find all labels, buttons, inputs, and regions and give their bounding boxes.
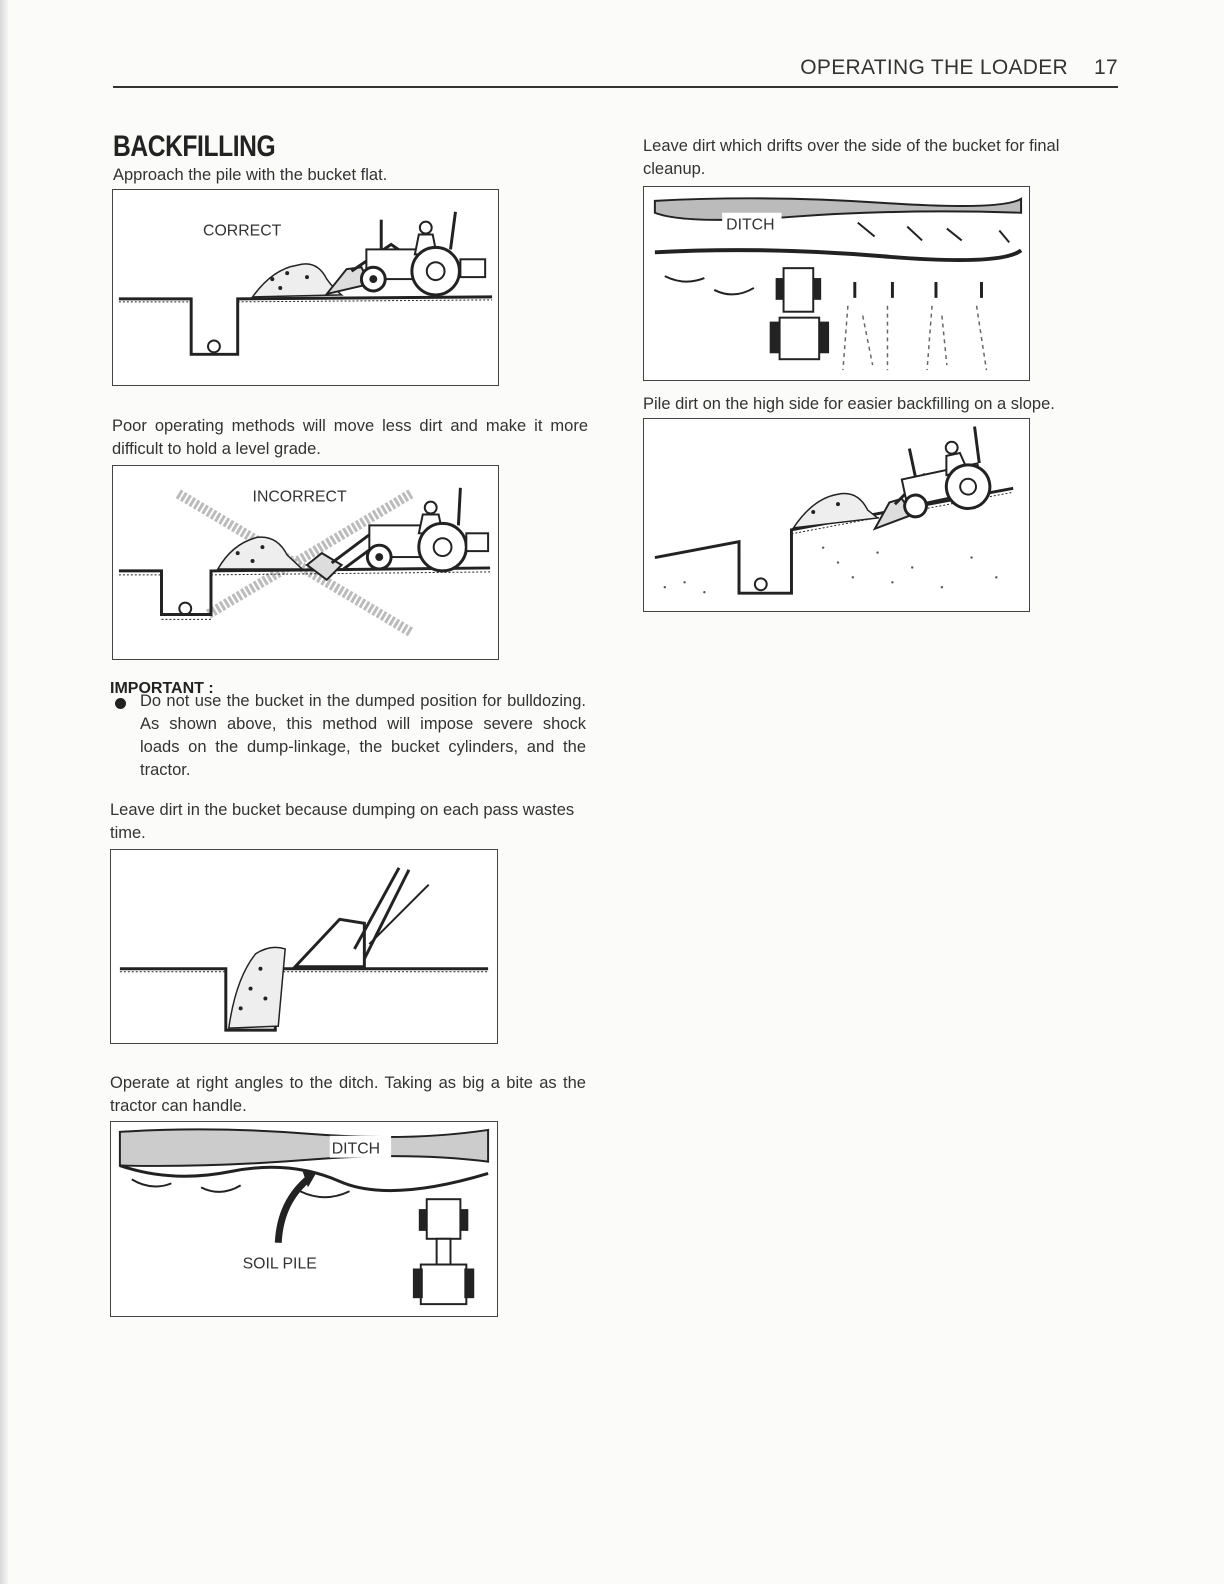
page-title: BACKFILLING	[113, 130, 276, 163]
figure-incorrect	[112, 465, 499, 660]
page-number: 17	[1094, 56, 1118, 79]
figure-correct	[112, 189, 499, 386]
figure-bucket	[110, 849, 498, 1044]
operate-text: Operate at right angles to the ditch. Taking as big a bite as the tractor can handle.	[110, 1074, 586, 1115]
figure-final-cleanup	[643, 186, 1030, 381]
figure-incorrect-label: INCORRECT	[252, 488, 347, 506]
header-rule	[113, 86, 1118, 88]
header-section-title: OPERATING THE LOADER	[800, 56, 1069, 79]
tractor-topview-icon	[413, 1199, 474, 1304]
figure-correct-label: CORRECT	[203, 222, 282, 240]
intro-text: Approach the pile with the bucket flat.	[113, 166, 388, 184]
important-bullet-text: Do not use the bucket in the dumped position for bulldozing. As shown above, this method will impose severe shock loads on the dump-linkage, the bucket cylinders, and the tractor.	[140, 692, 586, 779]
leave-dirt-text: Leave dirt in the bucket because dumping on each pass wastes time.	[110, 801, 575, 842]
figure-cleanup-ditch-label: DITCH	[726, 216, 775, 234]
slope-text: Pile dirt on the high side for easier backfilling on a slope.	[643, 395, 1055, 413]
incorrect-illustration	[113, 466, 498, 659]
tractor-loader-icon	[327, 212, 485, 295]
bucket-illustration	[111, 850, 497, 1043]
page-edge-shadow	[0, 0, 8, 1584]
poor-methods-text: Poor operating methods will move less dirt and make it more difficult to hold a level grade.	[112, 417, 588, 458]
important-label: IMPORTANT :	[110, 680, 214, 697]
drifts-text: Leave dirt which drifts over the side of the bucket for final cleanup.	[643, 137, 1060, 178]
figure-ditch-topview	[110, 1121, 498, 1317]
running-header	[800, 56, 1118, 80]
ditch-topview-illustration	[111, 1122, 497, 1316]
slope-illustration	[644, 419, 1029, 611]
figure-slope	[643, 418, 1030, 612]
figure-soil-pile-label: SOIL PILE	[242, 1255, 317, 1273]
correct-illustration	[113, 190, 498, 385]
tractor-topview-icon	[770, 268, 829, 359]
figure-ditch-label: DITCH	[331, 1140, 381, 1158]
final-cleanup-illustration	[644, 187, 1029, 380]
bullet-dot-icon	[115, 698, 126, 709]
